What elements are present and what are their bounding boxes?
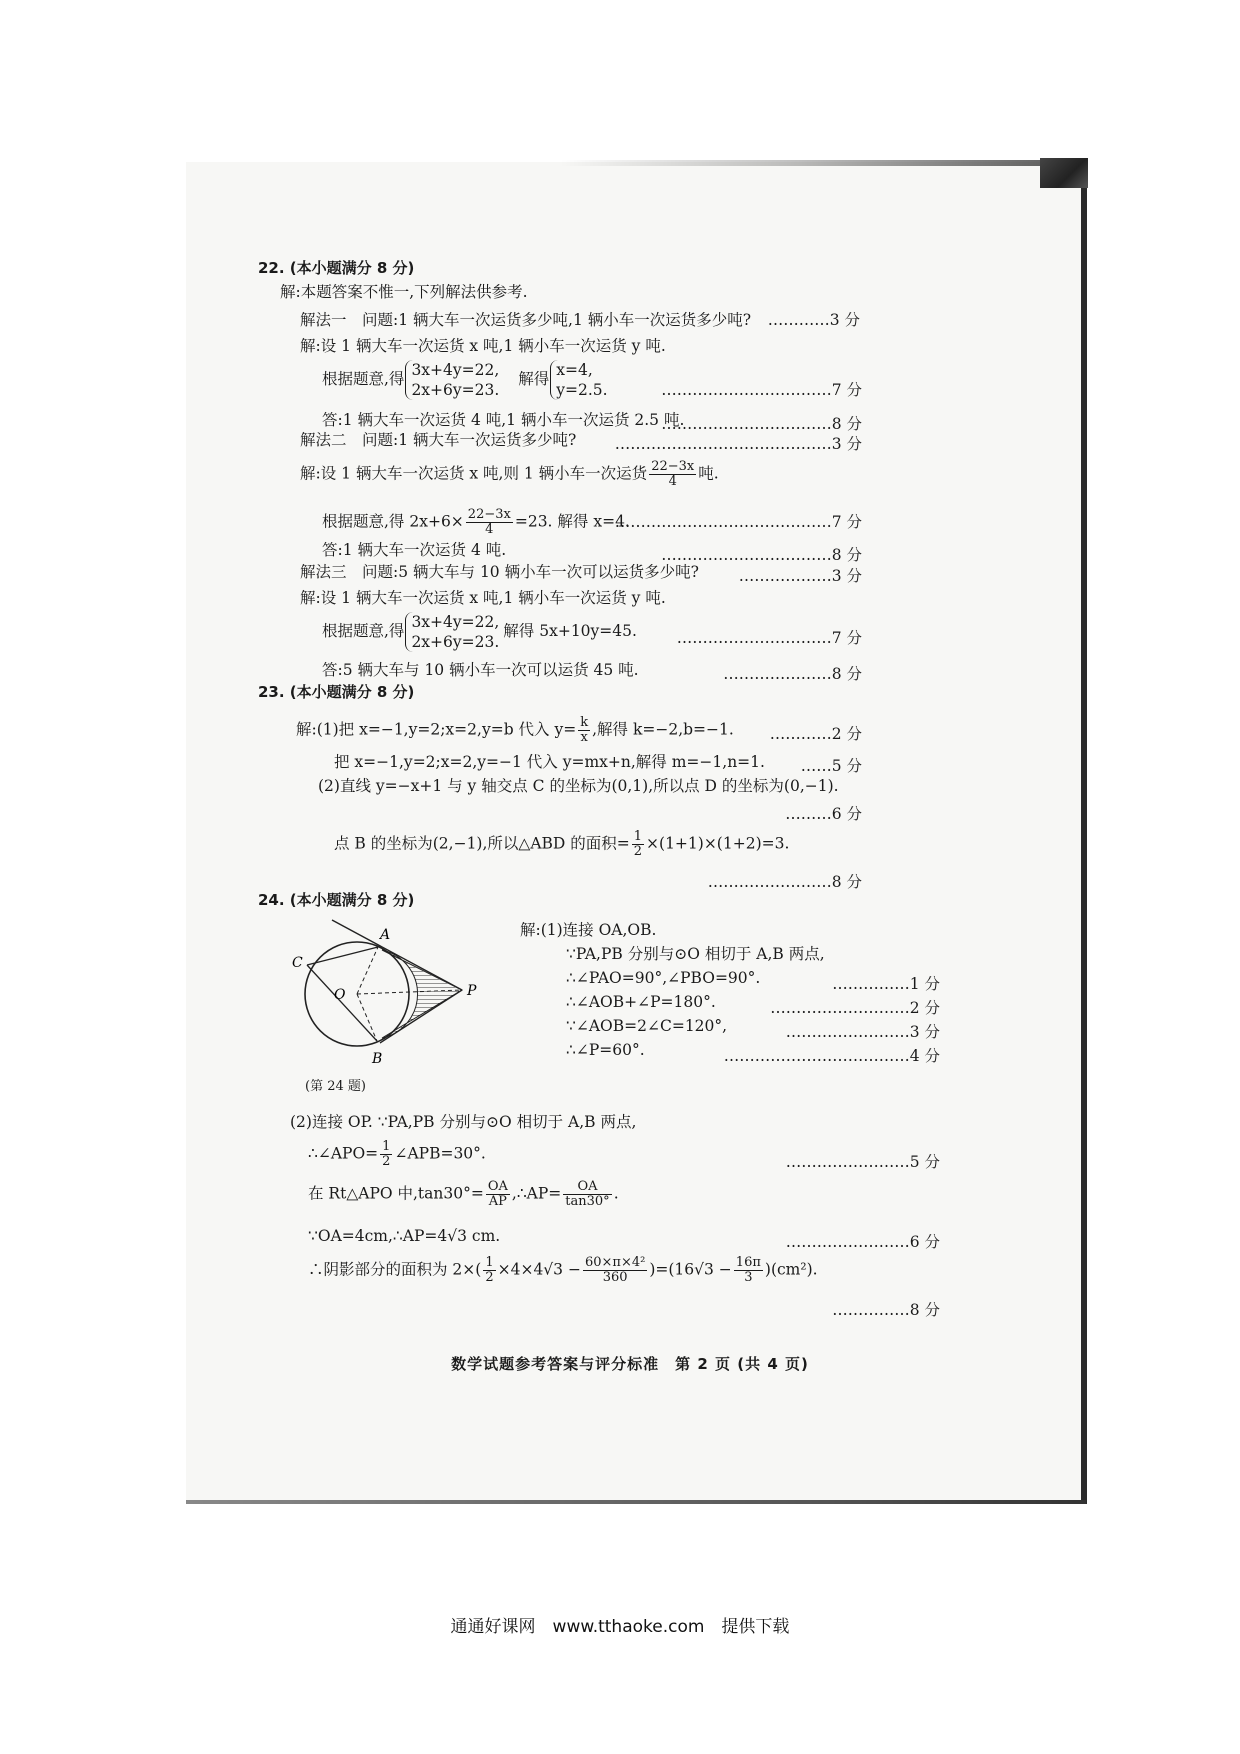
frac-numerator: k: [580, 715, 589, 730]
frac-numerator: 1: [633, 829, 643, 844]
frac-denominator: 2: [633, 844, 643, 859]
scan-corner: [1040, 158, 1088, 188]
frac-numerator: OA: [563, 1180, 611, 1195]
q22-m3-answer-score: …………………8 分: [723, 665, 862, 683]
q23-header: 23. (本小题满分 8 分): [258, 683, 415, 701]
frac-denominator: 3: [744, 1270, 753, 1285]
q22-m2-setup-frac: [649, 460, 696, 489]
q24-s4-score: ………………………2 分: [770, 999, 940, 1017]
chord-cb: [307, 965, 377, 1041]
q23-p2-score: ………6 分: [785, 805, 862, 823]
q22-m1-solution: [550, 360, 607, 400]
q22-m2-answer: 答:1 辆大车一次运货 4 吨.: [322, 541, 507, 559]
q22-m1-sol1: x=4,: [556, 361, 593, 379]
q24-s5-score: ……………………3 分: [785, 1023, 940, 1041]
q24-t2-score: ……………………5 分: [785, 1153, 940, 1171]
q22-m1-equations: [322, 360, 612, 400]
q22-m3-setup: 解:设 1 辆大车一次运货 x 吨,1 辆小车一次运货 y 吨.: [300, 589, 666, 607]
page-footer: 数学试题参考答案与评分标准 第 2 页 (共 4 页): [451, 1355, 809, 1373]
q22-m3-answer: 答:5 辆大车与 10 辆小车一次可以运货 45 吨.: [322, 661, 639, 679]
q22-m3-problem-score: ………………3 分: [738, 567, 862, 585]
label-a: A: [380, 927, 391, 943]
q22-m2-problem: 解法二 问题:1 辆大车一次运货多少吨?: [300, 431, 577, 449]
q24-t5-frac2: [583, 1256, 647, 1285]
q24-s4: ∴∠AOB+∠P=180°.: [566, 993, 716, 1011]
q24-s5: ∵∠AOB=2∠C=120°,: [566, 1017, 728, 1035]
q24-t2: [308, 1140, 486, 1169]
q23-p1-prefix: 解:(1)把 x=−1,y=2;x=2,y=b 代入 y=: [296, 720, 577, 739]
q24-t1: (2)连接 OP. ∵PA,PB 分别与⊙O 相切于 A,B 两点,: [290, 1113, 637, 1131]
q22-m1-system: [405, 360, 499, 400]
q24-t4-score: ……………………6 分: [785, 1233, 940, 1251]
q24-s6: ∴∠P=60°.: [566, 1041, 645, 1059]
label-p: P: [467, 983, 477, 999]
scan-bottom-edge: [186, 1500, 1086, 1504]
q24-s3-score: ……………1 分: [832, 975, 940, 993]
frac-numerator: 16π: [735, 1255, 761, 1270]
q22-m3-eq-suffix: 解得 5x+10y=45.: [503, 622, 637, 640]
q24-t3: [308, 1180, 619, 1209]
q23-part2: (2)直线 y=−x+1 与 y 轴交点 C 的坐标为(0,1),所以点 D 的坐标为(0,−1).: [318, 777, 839, 795]
shaded-region: [382, 950, 462, 1038]
label-b: B: [372, 1051, 383, 1067]
q24-t5-score: ……………8 分: [832, 1301, 940, 1319]
q24-t3-mid: ,∴AP=: [511, 1184, 562, 1203]
q22-m1-problem: 解法一 问题:1 辆大车一次运货多少吨,1 辆小车一次运货多少吨?: [300, 311, 752, 329]
q23-p1-suffix: ,解得 k=−2,b=−1.: [592, 720, 734, 739]
frac-denominator: AP: [488, 1194, 507, 1209]
q23-part1b: 把 x=−1,y=2;x=2,y=−1 代入 y=mx+n,解得 m=−1,n=1.: [334, 753, 765, 771]
q23-part1: [296, 716, 734, 745]
frac-denominator: 4: [668, 474, 677, 489]
radius-ob: [357, 994, 377, 1041]
label-c: C: [292, 955, 303, 971]
q24-s1: 解:(1)连接 OA,OB.: [520, 921, 657, 939]
q22-m3-system: [405, 612, 499, 652]
q22-m1-eq-prefix: 根据题意,得: [322, 370, 405, 388]
q22-m2-setup-suffix: 吨.: [698, 464, 719, 483]
q22-m2-eq-prefix: 根据题意,得 2x+6×: [322, 512, 464, 531]
frac-denominator: tan30°: [565, 1194, 610, 1209]
frac-denominator: 4: [485, 522, 494, 537]
q22-m1-eq-score: ……………………………7 分: [661, 381, 862, 399]
q22-m3-eq1: 3x+4y=22,: [411, 613, 500, 631]
q24-t5-mid: ×4×4√3 −: [497, 1260, 581, 1279]
q24-figure-caption: (第 24 题): [305, 1079, 366, 1094]
q24-t5: [308, 1256, 818, 1285]
frac-denominator: 2: [485, 1270, 494, 1285]
q24-t3-prefix: 在 Rt△APO 中,tan30°=: [308, 1184, 484, 1203]
q24-s3: ∴∠PAO=90°,∠PBO=90°.: [566, 969, 761, 987]
q22-m2-equation: [322, 508, 630, 537]
radius-oa: [357, 947, 378, 994]
q24-t4: ∵OA=4cm,∴AP=4√3 cm.: [308, 1227, 501, 1245]
q22-m1-answer: 答:1 辆大车一次运货 4 吨,1 辆小车一次运货 2.5 吨.: [322, 411, 685, 429]
q22-m2-answer-score: ……………………………8 分: [661, 546, 862, 564]
q22-intro: 解:本题答案不惟一,下列解法供参考.: [280, 283, 528, 301]
site-credit: 通通好课网 www.tthaoke.com 提供下载: [450, 1617, 790, 1637]
frac-numerator: 22−3x: [651, 459, 695, 474]
q22-m1-eq2: 2x+6y=23.: [411, 381, 500, 399]
q24-t5-frac3: [734, 1256, 763, 1285]
q24-t2-suffix: ∠APB=30°.: [394, 1144, 486, 1163]
frac-denominator: 360: [602, 1270, 628, 1285]
q23-part3: [334, 830, 789, 859]
q24-s6-score: ………………………………4 分: [723, 1047, 940, 1065]
frac-numerator: 22−3x: [467, 507, 511, 522]
label-o: O: [334, 987, 346, 1003]
q22-m3-equations: [322, 612, 637, 652]
q22-header: 22. (本小题满分 8 分): [258, 259, 415, 277]
q23-p1-score: …………2 分: [769, 725, 862, 743]
q22-m1-sol2: y=2.5.: [556, 381, 608, 399]
frac-numerator: 1: [485, 1255, 494, 1270]
q22-m2-eq-suffix: =23. 解得 x=4.: [514, 512, 630, 531]
q22-m2-problem-score: ……………………………………3 分: [614, 435, 862, 453]
q24-s2: ∵PA,PB 分别与⊙O 相切于 A,B 两点,: [566, 945, 825, 963]
frac-denominator: 2: [382, 1154, 391, 1169]
q22-m3-eq-prefix: 根据题意,得: [322, 622, 405, 640]
q24-t5-frac1: [483, 1256, 495, 1285]
q23-p1b-score: ……5 分: [800, 757, 862, 775]
frac-denominator: x: [580, 730, 588, 745]
tangent-pa: [332, 920, 462, 990]
chord-ca: [307, 947, 378, 965]
q23-p1-frac: [578, 716, 590, 745]
q24-t5-suffix: )(cm²).: [764, 1260, 818, 1279]
q22-m2-setup: [300, 460, 719, 489]
scan-shadow: [560, 160, 1040, 166]
q22-m2-eq-score: ……………………………………7 分: [614, 513, 862, 531]
q22-m1-solve-prefix: 解得: [518, 370, 550, 388]
q24-t3-suffix: .: [613, 1184, 619, 1203]
q22-m1-eq1: 3x+4y=22,: [411, 361, 500, 379]
frac-numerator: 60×π×4²: [584, 1255, 646, 1270]
q22-m1-problem-score: …………3 分: [767, 311, 860, 329]
q22-m2-setup-prefix: 解:设 1 辆大车一次运货 x 吨,则 1 辆小车一次运货: [300, 464, 648, 483]
q22-m2-eq-frac: [466, 508, 513, 537]
q23-p3-score: ……………………8 分: [707, 873, 862, 891]
q24-t5-prefix: ∴阴影部分的面积为 2×(: [308, 1260, 482, 1279]
q22-m1-setup: 解:设 1 辆大车一次运货 x 吨,1 辆小车一次运货 y 吨.: [300, 337, 666, 355]
q22-m1-answer-score: ……………………………8 分: [661, 415, 862, 433]
q23-p3-suffix: ×(1+1)×(1+2)=3.: [646, 834, 790, 853]
q24-t3-frac2: [563, 1180, 611, 1209]
q22-m3-eq-score: …………………………7 分: [676, 629, 862, 647]
q24-t2-frac: [380, 1140, 392, 1169]
q24-figure: [262, 915, 482, 1095]
q24-t3-frac1: [486, 1180, 510, 1209]
frac-numerator: OA: [487, 1179, 508, 1194]
q24-t2-prefix: ∴∠APO=: [308, 1144, 379, 1163]
q24-t5-mid2: )=(16√3 −: [649, 1260, 732, 1279]
q24-header: 24. (本小题满分 8 分): [258, 891, 415, 909]
q22-m3-problem: 解法三 问题:5 辆大车与 10 辆小车一次可以运货多少吨?: [300, 563, 699, 581]
frac-numerator: 1: [382, 1139, 391, 1154]
q22-m3-eq2: 2x+6y=23.: [411, 633, 500, 651]
q23-p3-frac: [632, 830, 644, 859]
q23-p3-prefix: 点 B 的坐标为(2,−1),所以△ABD 的面积=: [334, 834, 630, 853]
